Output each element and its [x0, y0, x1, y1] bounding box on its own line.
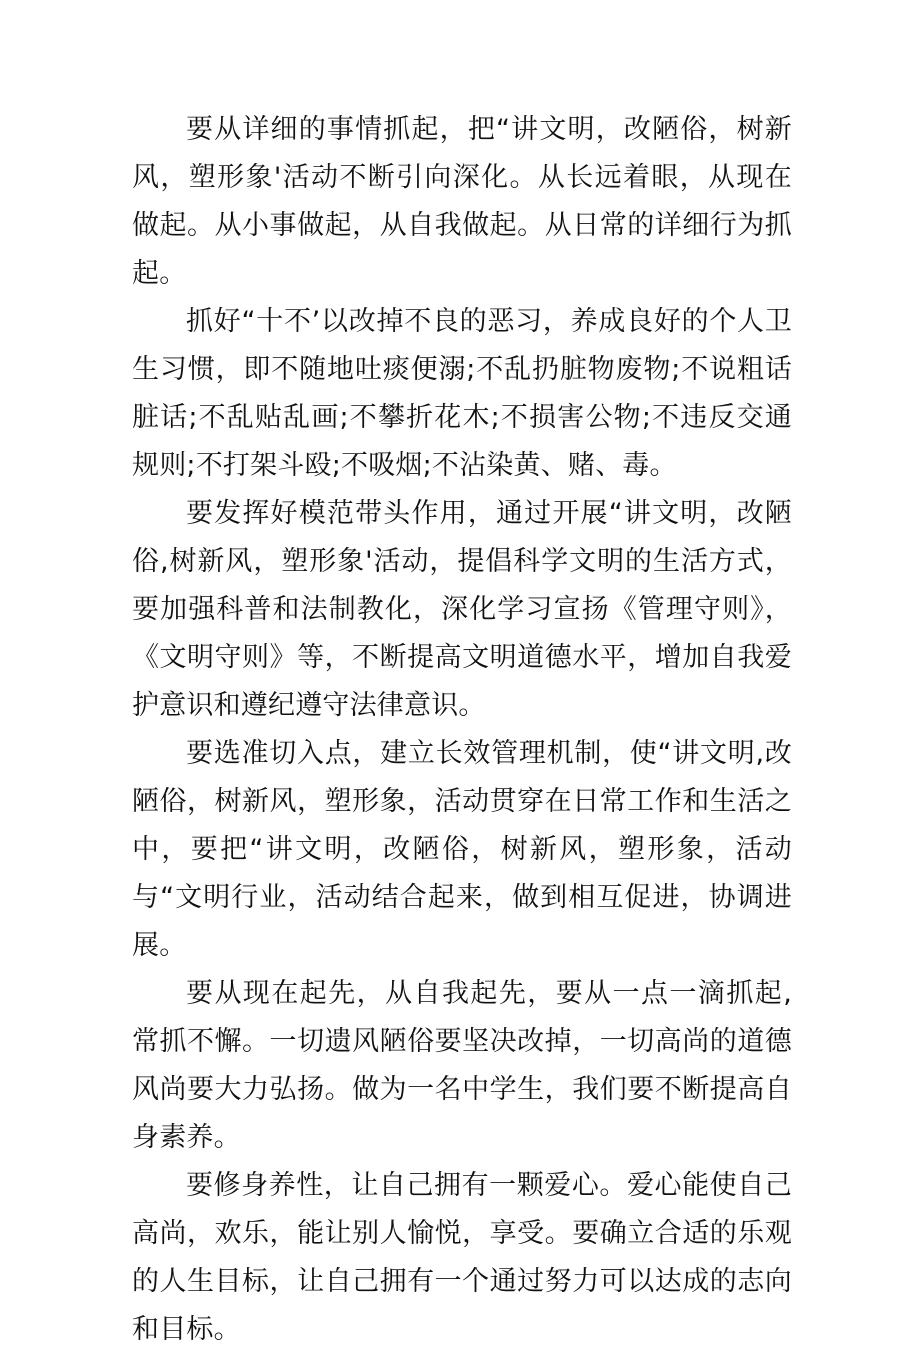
paragraph: 要发挥好模范带头作用，通过开展“讲文明，改陋俗,树新风，塑形象'活动，提倡科学文明的生活方式，要加强科普和法制教化，深化学习宣扬《管理守则》，《文明守则》等，不断提高文明道德水平，增加自我爱护意识和遵纪遵守法律意识。 — [132, 498, 792, 721]
paragraph: 要选准切入点，建立长效管理机制，使“讲文明,改陋俗，树新风，塑形象，活动贯穿在日常工作和生活之中，要把“讲文明，改陋俗，树新风，塑形象，活动与“文明行业，活动结合起来，做到相互促进，协调进展。 — [132, 738, 792, 961]
paragraph: 要从详细的事情抓起，把“讲文明，改陋俗，树新风，塑形象'活动不断引向深化。从长远着眼，从现在做起。从小事做起，从自我做起。从日常的详细行为抓起。 — [132, 114, 792, 289]
paragraph: 抓好“十不’以改掉不良的恶习，养成良好的个人卫生习惯，即不随地吐痰便溺;不乱扔脏物废物;不说粗话脏话;不乱贴乱画;不攀折花木;不损害公物;不违反交通规则;不打架斗殴;不吸烟;不沾染黄、赌、毒。 — [132, 306, 792, 481]
document-body — [132, 106, 792, 1354]
paragraph: 要修身养性，让自己拥有一颗爱心。爱心能使自己高尚，欢乐，能让别人愉悦，享受。要确立合适的乐观的人生目标，让自己拥有一个通过努力可以达成的志向和目标。 — [132, 1170, 792, 1345]
paragraph: 要从现在起先，从自我起先，要从一点一滴抓起,常抓不懈。一切遗风陋俗要坚决改掉，一切高尚的道德风尚要大力弘扬。做为一名中学生，我们要不断提高自身素养。 — [132, 978, 792, 1153]
